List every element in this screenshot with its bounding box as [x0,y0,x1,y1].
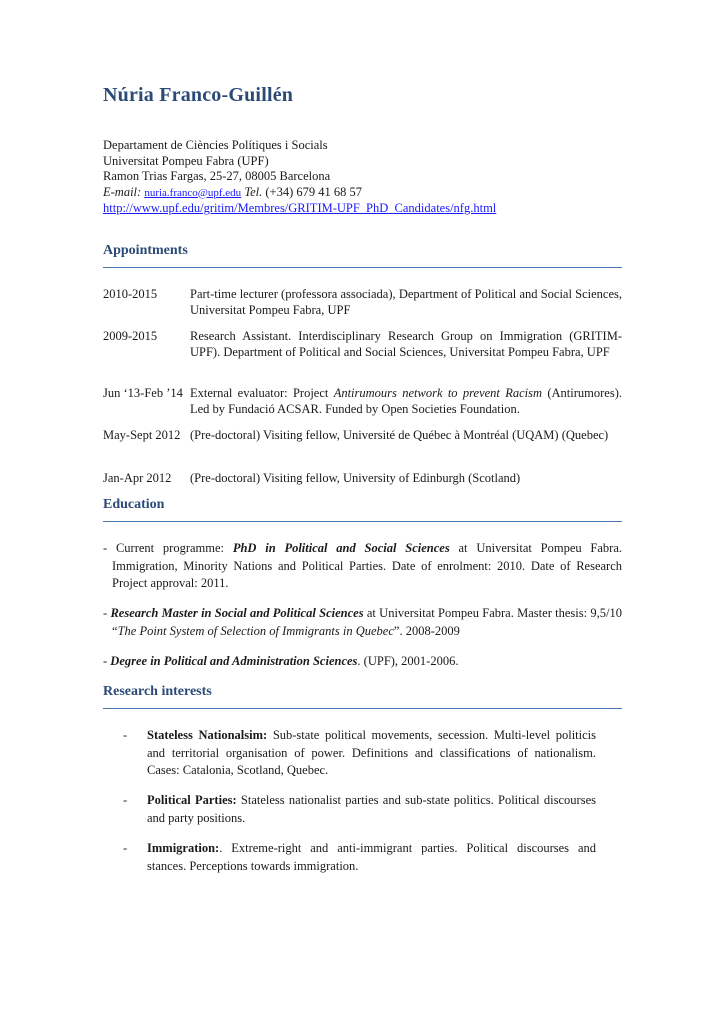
contact-block [103,138,496,217]
research-heading: Research interests [103,684,212,699]
appointment-desc: (Pre-doctoral) Visiting fellow, University of Edinburgh (Scotland) [190,471,521,485]
education-prefix: - Current programme: [103,541,233,555]
appointment-desc-before: External evaluator: Project [190,386,334,400]
cv-name: Núria Franco-Guillén [103,84,294,106]
appointment-item [103,328,622,360]
appointment-item [103,427,622,443]
appointment-desc [190,385,622,417]
appointment-date: May-Sept 2012 [103,428,181,442]
university-line: Universitat Pompeu Fabra (UPF) [103,153,269,168]
appointment-date: Jan-Apr 2012 [103,471,172,485]
appointments-rule [103,267,622,268]
bullet-dash: - [123,841,128,855]
appointment-desc: Research Assistant. Interdisciplinary Research Group on Immigration (GRITIM-UPF). Department of Political and Social Sciences, Universitat Pompeu Fabra, UPF [190,329,622,359]
research-item [123,727,596,780]
research-topic: Stateless Nationalsim: [147,728,268,742]
department-line: Departament de Ciències Polítiques i Socials [103,138,328,152]
education-prefix: - [103,654,111,668]
bullet-dash: - [123,793,128,807]
email-tel-line [103,185,496,202]
homepage-link[interactable]: http://www.upf.edu/gritim/Membres/GRITIM-UPF_PhD_Candidates/nfg.html [103,201,497,215]
appointment-item [103,470,622,486]
appointment-item [103,385,622,417]
email-link[interactable]: nuria.franco@upf.edu [144,186,242,199]
bullet-dash: - [123,728,128,742]
email-label: E-mail: [103,184,142,199]
education-degree: Research Master in Social and Political Sciences [110,606,364,620]
research-desc: Sub-state political movements, secession. Multi-level politicis and territorial organisation of power. Definitions and classifications of nationalism. Cases: Catalonia, Scotland, Quebec. [147,728,596,777]
education-prefix: - [103,606,111,620]
tel-value: (+34) 679 41 68 57 [265,184,363,199]
project-name: Antirumours network to prevent Racism [333,386,543,400]
tel-label: Tel. [244,184,263,199]
appointment-desc-after: (Antirumores). Led by Fundació ACSAR. Funded by Open Societies Foundation. [190,386,622,416]
research-rule [103,708,622,709]
education-degree: PhD in Political and Social Sciences [232,541,450,555]
research-item [123,840,596,875]
appointment-date: 2010-2015 [103,287,158,301]
research-topic: Immigration: [147,841,220,855]
education-detail: at Universitat Pompeu Fabra. Master thesis: 9,5/10 “ [112,606,622,638]
address-line: Ramon Trias Fargas, 25-27, 08005 Barcelona [103,169,331,183]
appointment-desc: (Pre-doctoral) Visiting fellow, Université de Québec à Montréal (UQAM) (Quebec) [190,428,609,442]
research-desc: . Extreme-right and anti-immigrant parties. Political discourses and stances. Perceptions towards immigration. [147,841,596,873]
research-item [123,792,596,827]
research-desc: Stateless nationalist parties and sub-state politics. Political discourses and party positions. [147,793,596,825]
appointment-item [103,286,622,318]
education-item [103,540,622,593]
education-item [103,653,622,671]
appointment-date: 2009-2015 [103,329,158,343]
education-rule [103,521,622,522]
appointment-desc: Part-time lecturer (professora associada), Department of Political and Social Sciences, Universitat Pompeu Fabra, UPF [190,287,622,317]
thesis-title: The Point System of Selection of Immigrants in Quebec [117,623,394,638]
education-degree: Degree in Political and Administration Sciences [110,654,358,668]
education-item [103,605,622,640]
appointment-date: Jun ‘13-Feb ’14 [103,386,183,400]
appointments-heading: Appointments [103,243,188,258]
education-detail-tail: ”. 2008-2009 [393,623,460,638]
education-detail: . (UPF), 2001-2006. [357,654,459,668]
education-detail: at Universitat Pompeu Fabra. Immigration, Minority Nations and Political Parties. Date of enrolment: 2010. Date of Research Project approval: 2011. [112,541,623,590]
education-heading: Education [103,497,165,512]
research-topic: Political Parties: [147,793,237,807]
